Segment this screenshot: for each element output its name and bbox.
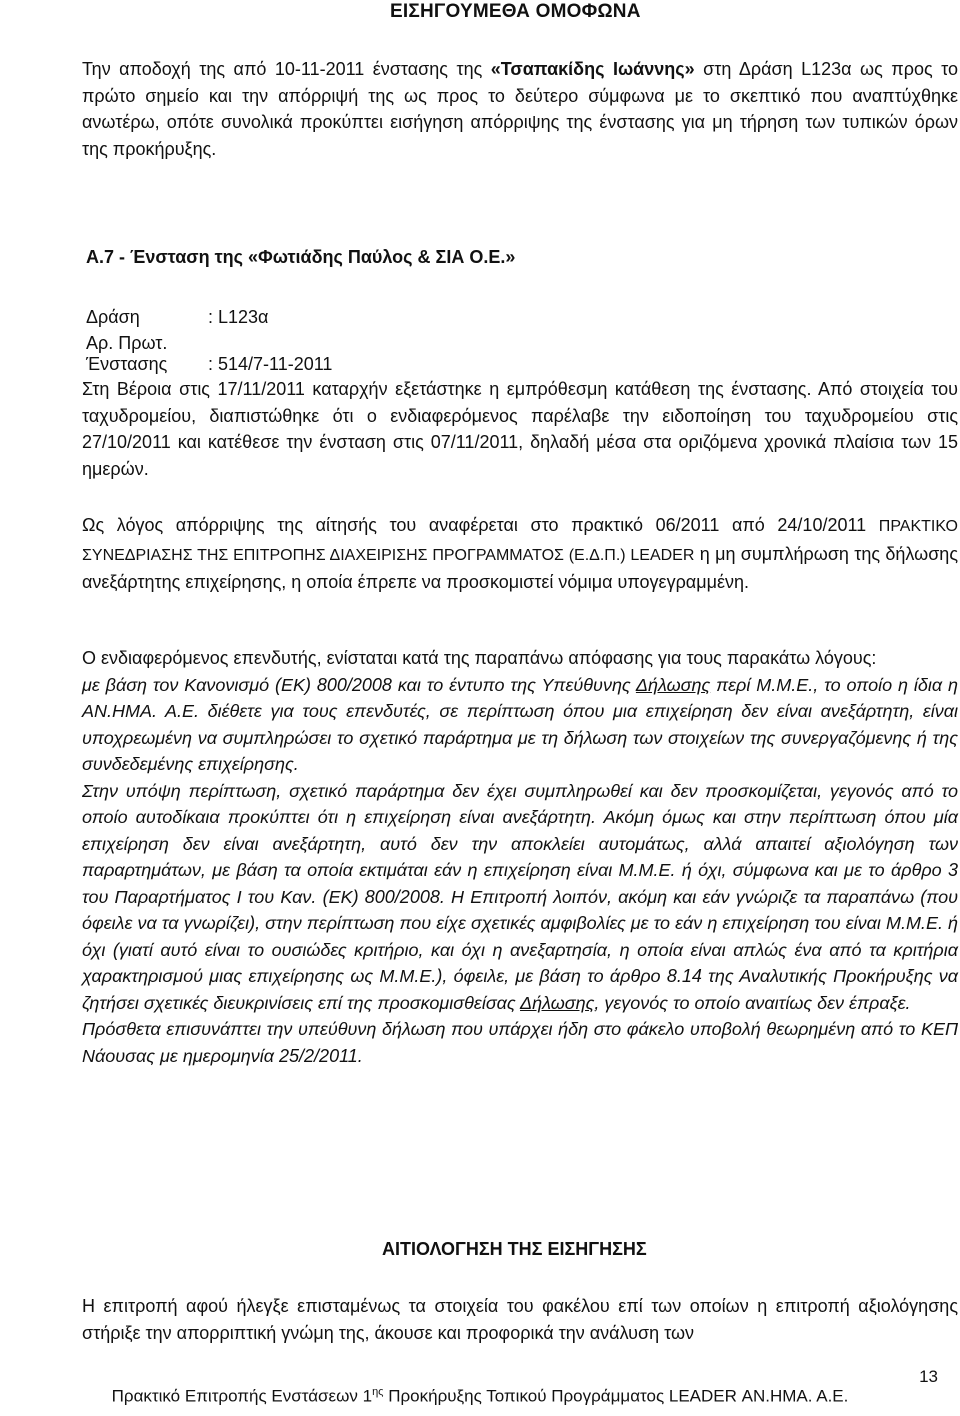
- paragraph-timeliness: Στη Βέροια στις 17/11/2011 καταρχήν εξετάστηκε η εμπρόθεσμη κατάθεση της ένστασης. Από στοιχεία του ταχυδρομείου, διαπιστώθηκε ότι ο ενδιαφερόμενος παρέλαβε την ειδοποίηση του ταχυδρομείου στις 27/10/2011 και κατέθεσε την ένσταση στις 07/11/2011, δηλαδή μέσα στα οριζόμενα χρονικά πλαίσια των 15 ημερών.: [82, 379, 958, 479]
- paragraph-rejection-reason: Ως λόγος απόρριψης της αίτησής του αναφέρεται στο πρακτικό 06/2011 από 24/10/2011 ΠΡΑΚΤΙΚΟ ΣΥΝΕΔΡΙΑΣΗΣ ΤΗΣ ΕΠΙΤΡΟΠΗΣ ΔΙΑΧΕΙΡΙΣΗΣ ΠΡΟΓΡΑΜΜΑΤΟΣ (Ε.Δ.Π.) LEADER η μη συμπλήρωση της δήλωσης ανεξάρτητης επιχείρησης, η οποία έπρεπε να προσκομιστεί νόμιμα υπογεγραμμένη.: [82, 515, 958, 592]
- paragraph-objection-arguments: Ο ενδιαφερόμενος επενδυτής, ενίσταται κατά της παραπάνω απόφασης για τους παρακάτω λόγους: με βάση τον Κανονισμό (ΕΚ) 800/2008 και το έντυπο της Υπεύθυνης Δήλωσης περί Μ.Μ.Ε., το οποίο η ίδια η ΑΝ.ΗΜΑ. Α.Ε. διέθετε για τους επενδυτές, σε περίπτωση όπου μια επιχείρηση δεν είναι ανεξάρτητη, είναι υποχρεωμένη να συμπληρώσει το σχετικό παράρτημα με τη δήλωση των στοιχείων της συνεργαζόμενης ή της συνδεδεμένης επιχείρησης. Στην υπόψη περίπτωση, σχετικό παράρτημα δεν έχει συμπληρωθεί και δεν προσκομίζεται, γεγονός από το οποίο αυτοδίκαια προκύπτει ότι η επιχείρηση είναι ανεξάρτητη. Ακόμη όμως και στην περίπτωση όπου μία επιχείρηση δεν είναι ανεξάρτητη, αυτό δεν την αποκλείει αυτομάτως, αλλά απαιτεί αξιολόγηση των παραρτημάτων, με βάση τα οποία εκτιμάται εάν η επιχείρηση είναι Μ.Μ.Ε. ή όχι, σύμφωνα και με το άρθρο 3 του Παραρτήματος Ι του Καν. (ΕΚ) 800/2008. Η Επιτροπή λοιπόν, ακόμη και εάν γνώριζε τα παραπάνω (που όφειλε να τα γνωρίζει), στην περίπτωση που είχε σχετικές αμφιβολίες με το εάν η επιχείρηση του είναι Μ.Μ.Ε. ή όχι (γιατί αυτό είναι το ουσιώδες κριτήριο, και όχι η ανεξαρτησία, η οποία είναι απλώς ένα από τα κριτήρια χαρακτηρισμού μιας επιχείρησης ως Μ.Μ.Ε.), όφειλε, με βάση το άρθρο 8.14 της Αναλυτικής Προκήρυξης να ζητήσει σχετικές διευκρινίσεις επί της προσκομισθείσας Δήλωσης, γεγονός το οποίο αναιτίως δεν έπραξε. Πρόσθετα επισυνάπτει την υπεύθυνη δήλωση που υπάρχει ήδη στο φάκελο υποβολή θεωρημένη από το ΚΕΠ Νάουσας με ημερομηνία 25/2/2011.: [82, 645, 958, 1069]
- page-footer: Πρακτικό Επιτροπής Ενστάσεων $1^{\eta\varsigma}$ Προκήρυξης Τοπικού Προγράμματος LEADER ΑΝ.ΗΜΑ. Α.Ε.: [111, 1386, 849, 1406]
- page-number: 13: [919, 1367, 938, 1386]
- detail-action: Δράση : L123α: [86, 307, 269, 327]
- section-heading-a7: Α.7 - Ένσταση της «Φωτιάδης Παύλος & ΣΙΑ Ο.Ε.»: [86, 247, 516, 267]
- paragraph-committee: Η επιτροπή αφού ήλεγξε επισταμένως τα στοιχεία του φακέλου επί των οποίων η επιτροπή αξιολόγησης στήριξε την απορριπτική γνώμη της, άκουσε και προφορικά την ανάλυση των: [82, 1296, 958, 1343]
- objector-name: «Τσαπακίδης Ιωάννης»: [490, 59, 695, 79]
- argument-1: με βάση τον Κανονισμό (ΕΚ) 800/2008 και το έντυπο της Υπεύθυνης Δήλωσης περί Μ.Μ.Ε., το οποίο η ίδια η ΑΝ.ΗΜΑ. Α.Ε. διέθετε για τους επενδυτές, σε περίπτωση όπου μια επιχείρηση δεν είναι ανεξάρτητη, είναι υποχρεωμένη να συμπληρώσει το σχετικό παράρτημα με τη δήλωση των στοιχείων της συνεργαζόμενης ή της συνδεδεμένης επιχείρησης.: [82, 674, 958, 774]
- document-heading: ΕΙΣΗΓΟΥΜΕΘΑ ΟΜΟΦΩΝΑ: [390, 1, 641, 22]
- argument-2: Στην υπόψη περίπτωση, σχετικό παράρτημα δεν έχει συμπληρωθεί και δεν προσκομίζεται, γεγονός από το οποίο αυτοδίκαια προκύπτει ότι η επιχείρηση είναι ανεξάρτητη. Ακόμη όμως και στην περίπτωση όπου μία επιχείρηση δεν είναι ανεξάρτητη, αυτό δεν την αποκλείει αυτομάτως, αλλά απαιτεί αξιολόγηση των παραρτημάτων, με βάση τα οποία εκτιμάται εάν η επιχείρηση είναι Μ.Μ.Ε. ή όχι, σύμφωνα και με το άρθρο 3 του Παραρτήματος Ι του Καν. (ΕΚ) 800/2008. Η Επιτροπή λοιπόν, ακόμη και εάν γνώριζε τα παραπάνω (που όφειλε να τα γνωρίζει), στην περίπτωση που είχε σχετικές αμφιβολίες με το εάν η επιχείρηση του είναι Μ.Μ.Ε. ή όχι (γιατί αυτό είναι το ουσιώδες κριτήριο, και όχι η ανεξαρτησία, η οποία είναι απλώς ένα από τα κριτήρια χαρακτηρισμού μιας επιχείρησης ως Μ.Μ.Ε.), όφειλε, με βάση το άρθρο 8.14 της Αναλυτικής Προκήρυξης να ζητήσει σχετικές διευκρινίσεις επί της προσκομισθείσας Δήλωσης, γεγονός το οποίο αναιτίως δεν έπραξε.: [82, 780, 958, 1013]
- detail-objection-number: Αρ. Πρωτ. Ένστασης : 514/7-11-2011: [86, 333, 333, 374]
- section-heading-justification: ΑΙΤΙΟΛΟΓΗΣΗ ΤΗΣ ΕΙΣΗΓΗΣΗΣ: [382, 1239, 647, 1259]
- paragraph-acceptance: Την αποδοχή της από 10-11-2011 ένστασης της «Τσαπακίδης Ιωάννης» στη Δράση L123α ως προς το πρώτο σημείο και την απόρριψή της ως προς το δεύτερο σύμφωνα με το σκεπτικό που αναπτύχθηκε ανωτέρω, οπότε συνολικά προκύπτει εισήγηση απόρριψης της ένστασης για μη τήρηση των τυπικών όρων της προκήρυξης.: [82, 59, 958, 159]
- argument-3: Πρόσθετα επισυνάπτει την υπεύθυνη δήλωση που υπάρχει ήδη στο φάκελο υποβολή θεωρημένη από το ΚΕΠ Νάουσας με ημερομηνία 25/2/2011.: [82, 1019, 958, 1066]
